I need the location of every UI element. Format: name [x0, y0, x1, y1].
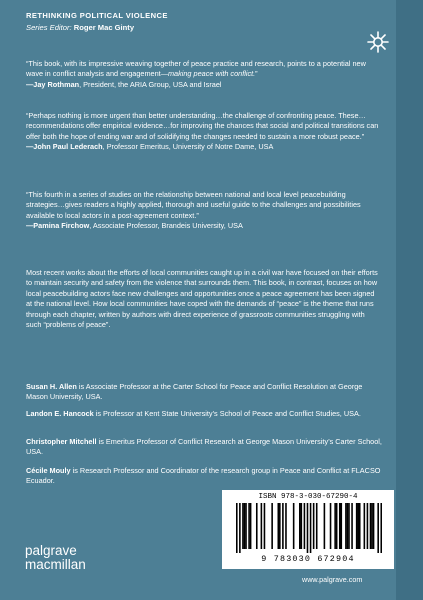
barcode-bar	[299, 503, 301, 549]
author-bio-hancock	[26, 409, 382, 419]
quote-text-emphasis: making peace with conflict.	[167, 69, 256, 79]
barcode-bar	[347, 503, 349, 549]
quote-author: —Pamina Firchow	[26, 221, 90, 231]
author-name: Cécile Mouly	[26, 466, 71, 475]
barcode-bar	[324, 503, 326, 549]
barcode-bars	[236, 503, 382, 553]
barcode-bar	[356, 503, 358, 549]
barcode-bar	[264, 503, 266, 549]
author-bio-mouly	[26, 466, 382, 487]
barcode-bar	[271, 503, 273, 549]
quote-author: —John Paul Lederach	[26, 142, 103, 152]
quote-text-main: “This book, with its impressive weaving together of peace practice and research, points to a potential new wave in conflict analysis and engagement—	[26, 59, 366, 79]
quote-attribution	[26, 142, 382, 152]
isbn-label: ISBN 978-3-030-67290-4	[258, 493, 358, 501]
series-editor-label: Series Editor:	[26, 23, 72, 32]
barcode-bar	[357, 503, 359, 549]
isbn-barcode	[222, 490, 394, 569]
quote-author: —Jay Rothman	[26, 79, 80, 89]
barcode-bar	[377, 503, 379, 553]
barcode-bar	[236, 503, 238, 553]
barcode-bar	[245, 503, 247, 549]
barcode-bar	[248, 503, 250, 549]
barcode-bar	[301, 503, 303, 549]
book-description	[26, 268, 382, 330]
publisher-logo	[25, 544, 86, 572]
author-bio: is Associate Professor at the Carter School for Peace and Conflict Resolution at George Mason University, USA.	[26, 382, 363, 402]
barcode-bar	[282, 503, 284, 549]
barcode-bar	[373, 503, 375, 549]
quote-rothman	[26, 59, 382, 90]
barcode-bar	[370, 503, 372, 549]
quote-attribution	[26, 221, 382, 231]
barcode-bar	[279, 503, 281, 549]
quote-firchow	[26, 190, 382, 232]
springer-horse-icon	[366, 30, 390, 54]
barcode-bar	[359, 503, 361, 549]
quote-lederach	[26, 111, 382, 153]
barcode-bar	[345, 503, 347, 549]
barcode-bar	[348, 503, 350, 549]
barcode-bar	[293, 503, 295, 549]
barcode-bar	[364, 503, 366, 549]
barcode-bar	[341, 503, 343, 549]
barcode-bar	[239, 503, 241, 553]
barcode-bar	[285, 503, 287, 549]
quote-text: “This fourth in a series of studies on the relationship between national and local level peacebuilding strategies…gives readers a highly applied, thorough and useful guide to the challenges and possibilities available to local actors in a post-agreement context.”	[26, 190, 361, 220]
quote-text: “Perhaps nothing is more urgent than better understanding…the challenge of confronting peace. These…recommendations offer empirical evidence…for improving the chances that social and political transitions can offer both the hope of ending war and of solidifying the changes needed to sustain a more robust peace.”	[26, 111, 379, 141]
barcode-bar	[242, 503, 244, 549]
quote-affiliation: , President, the ARIA Group, USA and Israel	[79, 79, 222, 89]
barcode-bar	[334, 503, 336, 549]
publisher-line1: palgrave	[25, 543, 77, 558]
author-name: Christopher Mitchell	[26, 437, 97, 446]
barcode-bar	[336, 503, 338, 549]
barcode-bar	[250, 503, 252, 549]
series-editor-name: Roger Mac Ginty	[73, 23, 135, 32]
series-title: RETHINKING POLITICAL VIOLENCE	[26, 11, 168, 20]
quote-attribution	[26, 80, 382, 90]
barcode-bar	[367, 503, 369, 549]
barcode-bar	[351, 503, 353, 549]
author-bio: is Emeritus Professor of Conflict Research at George Mason University’s Carter School, USA.	[26, 437, 382, 457]
publisher-line2: macmillan	[25, 557, 86, 572]
author-bio: is Research Professor and Coordinator of the research group in Peace and Conflict at FLACSO Ecuador.	[26, 466, 381, 486]
barcode-bar	[307, 503, 309, 553]
author-bio: is Professor at Kent State University’s School of Peace and Conflict Studies, USA.	[93, 409, 361, 418]
barcode-bar	[277, 503, 279, 549]
barcode-bar	[339, 503, 341, 549]
publisher-url[interactable]: www.palgrave.com	[302, 575, 363, 584]
barcode-number: 9 783030 672904	[261, 554, 355, 564]
barcode-bar	[244, 503, 246, 549]
quote-text-end: ”	[255, 69, 258, 79]
barcode-bar	[330, 503, 332, 549]
author-name: Susan H. Allen	[26, 382, 77, 391]
author-name: Landon E. Hancock	[26, 409, 94, 418]
author-bio-allen	[26, 382, 382, 403]
quote-affiliation: , Associate Professor, Brandeis University, USA	[89, 221, 243, 231]
quote-text	[26, 59, 382, 80]
barcode-bar	[371, 503, 373, 549]
barcode-bar	[316, 503, 318, 549]
description-text: Most recent works about the efforts of local communities caught up in a civil war have focused on their efforts to maintain security and safety from the violence that surrounds them. This book, in contrast, focuses on how local peacebuilding actors face new challenges and opportunities once a peace agreement has been signed at the national level. How local communities have coped with the demands of “peace” is the theme that runs through each chapter, written by authors with direct experience of grassroots communities struggling with such “problems of peace”.	[26, 268, 378, 330]
author-bio-mitchell	[26, 437, 382, 458]
barcode-bar	[256, 503, 258, 549]
right-edge-band	[396, 0, 423, 600]
barcode-bar	[380, 503, 382, 553]
series-editor	[26, 23, 134, 32]
barcode-bar	[313, 503, 315, 549]
barcode-bar	[304, 503, 306, 549]
barcode-bar	[261, 503, 263, 549]
quote-affiliation: , Professor Emeritus, University of Notre Dame, USA	[102, 142, 274, 152]
barcode-bar	[310, 503, 312, 553]
